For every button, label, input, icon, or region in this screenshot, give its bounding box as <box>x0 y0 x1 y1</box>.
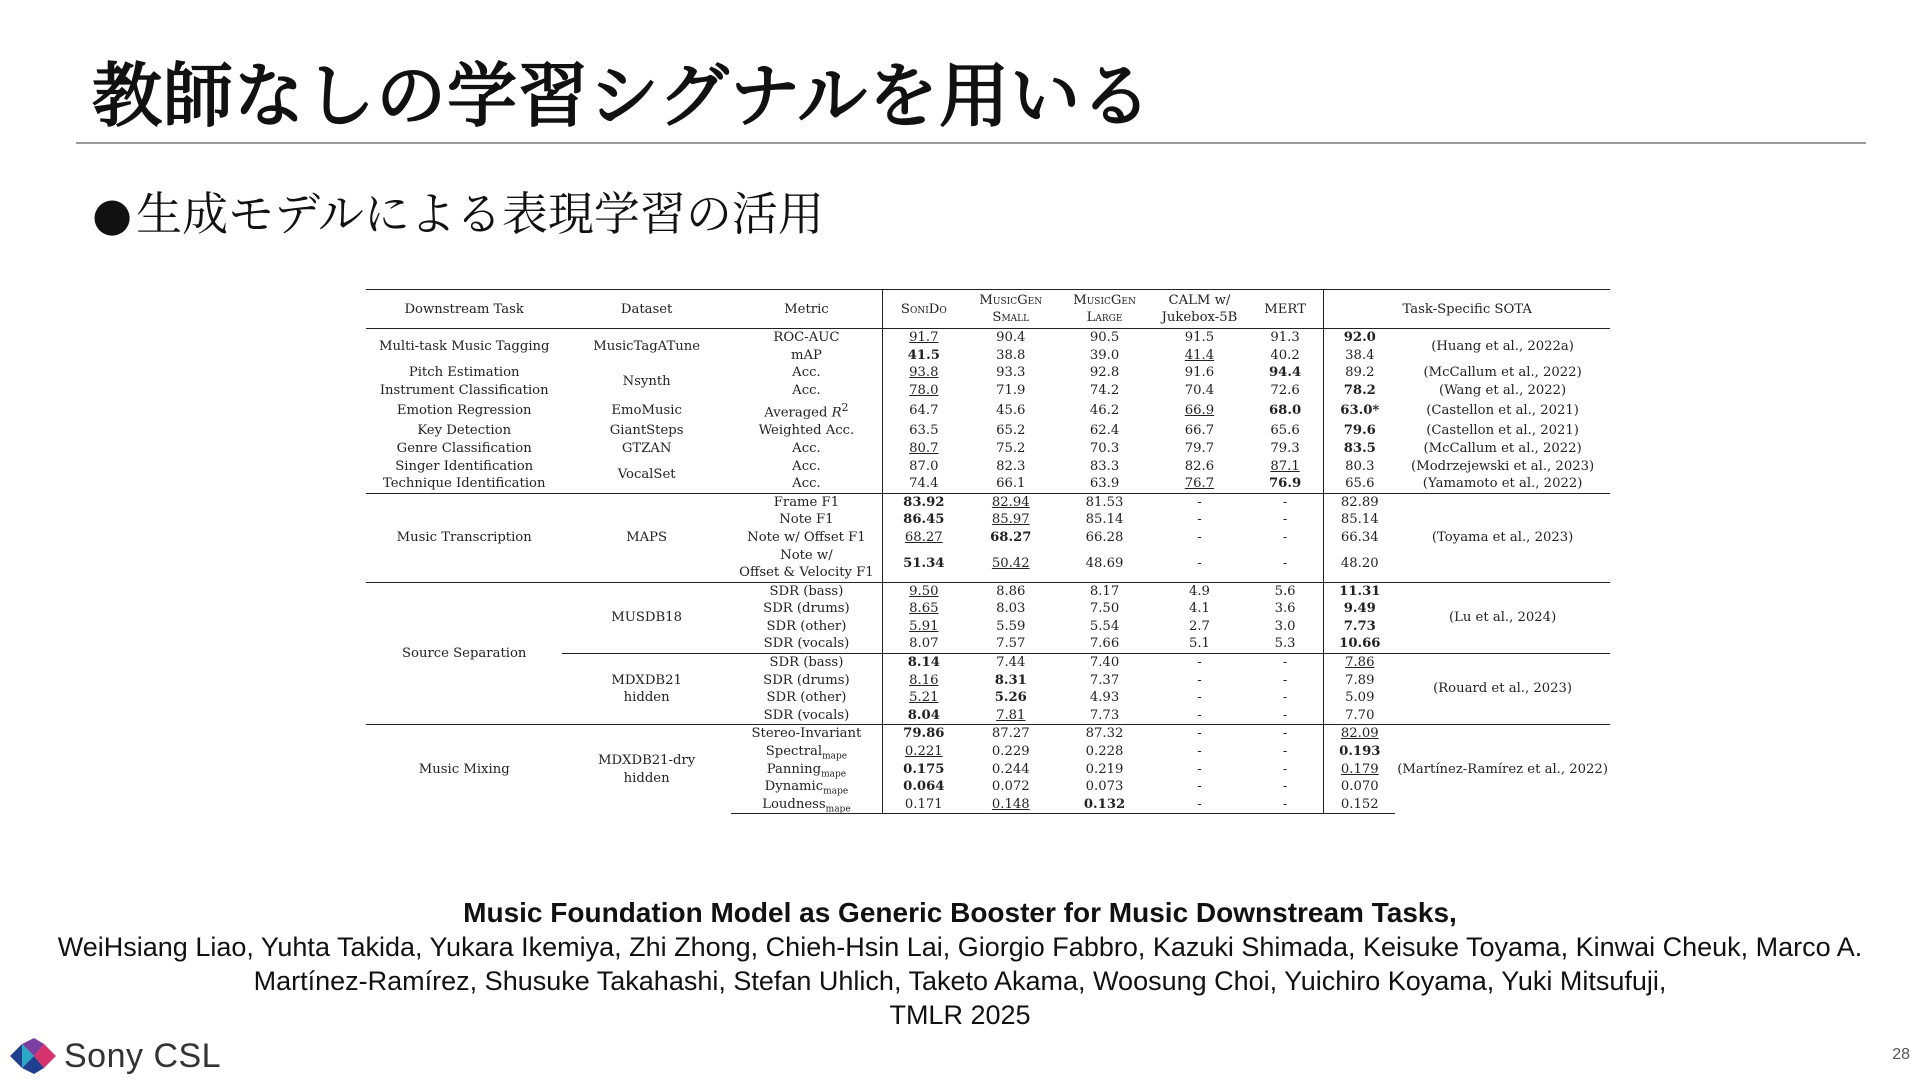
table-row: Technique Identification Acc. 74.4 66.1 63.9 76.7 76.9 65.6 (Yamamoto et al., 2022) <box>366 475 1610 493</box>
table-row: Genre Classification GTZAN Acc. 80.7 75.2 70.3 79.7 79.3 83.5 (McCallum et al., 2022) <box>396 440 1582 456</box>
table-row: Music Transcription MAPS Frame F1 83.92 82.94 81.53 - - 82.89 (Toyama et al., 2023) <box>366 493 1610 511</box>
table-row: SDR (drums) 8.65 8.03 7.50 4.1 3.6 9.49 <box>366 600 1610 618</box>
logo-text: Sony CSL <box>64 1036 222 1075</box>
paper-title: Music Foundation Model as Generic Booster for Music Downstream Tasks, <box>463 897 1457 928</box>
paper-authors: WeiHsiang Liao, Yuhta Takida, Yukara Ikemiya, Zhi Zhong, Chieh-Hsin Lai, Giorgio Fabbro, Kazuki Shimada, Keisuke Toyama, Kinwai Cheuk, Marco A. Martínez-Ramírez, Shusuke Takahashi, Stefan Uhlich, Taketo Akama, Woosung Choi, Yuichiro Koyama, Yuki Mitsufuji, <box>57 932 1863 996</box>
table-row: SDR (other) 5.21 5.26 4.93 - - 5.09 <box>366 689 1610 707</box>
table-row: Note w/ Offset F1 68.27 68.27 66.28 - - 66.34 <box>366 529 1610 547</box>
table-row: Instrument Classification Acc. 78.0 71.9 74.2 70.4 72.6 78.2 (Wang et al., 2022) <box>379 382 1567 398</box>
header-mert: MERT <box>1247 290 1324 329</box>
results-table-figure <box>366 289 1610 814</box>
table-row: Key Detection GiantSteps Weighted Acc. 63.5 65.2 62.4 66.7 65.6 79.6 (Castellon et al., 2021) <box>417 423 1579 439</box>
table-row: Multi-task Music Tagging MusicTagATune ROC-AUC 91.7 90.4 90.5 91.5 91.3 92.0 (Huang et al., 2022a) <box>378 330 1574 354</box>
table-row: Dynamic$_{mape}$ 0.064 0.072 0.073 - - 0.070 <box>366 778 1610 796</box>
header-calm: CALM w/ Jukebox-5B <box>1152 290 1247 329</box>
header-sonido: SoniDo <box>883 290 965 329</box>
table-row: Panning$_{mape}$ 0.175 0.244 0.219 - - 0.179 <box>366 761 1610 779</box>
header-sota: Task-Specific SOTA <box>1324 290 1610 329</box>
table-row: Source Separation MUSDB18 SDR (bass) 9.50 8.86 8.17 4.9 5.6 11.31 (Lu et al., 2024) <box>366 582 1610 600</box>
table-row: Spectral$_{mape}$ 0.221 0.229 0.228 - - 0.193 <box>366 743 1610 761</box>
table-row: SDR (other) 5.91 5.59 5.54 2.7 3.0 7.73 <box>366 618 1610 636</box>
bullet-text: 生成モデルによる表現学習の活用 <box>136 187 824 241</box>
table-row: Pitch Estimation Nsynth Acc. 93.8 93.3 92.8 91.6 94.4 89.2 (McCallum et al., 2022) <box>408 365 1582 389</box>
header-dataset: Dataset <box>562 290 730 329</box>
table-row: Note F1 86.45 85.97 85.14 - - 85.14 <box>366 511 1610 529</box>
table-row: Singer Identification VocalSet Acc. 87.0 82.3 83.3 82.6 87.1 80.3 (Modrzejewski et al., 2023) <box>395 458 1595 483</box>
results-table <box>366 289 1610 814</box>
table-row: Music Mixing MDXDB21-dry hidden Stereo-Invariant 79.86 87.27 87.32 - - 82.09 (Martínez-Ramírez et al., 2022) <box>366 725 1610 743</box>
paper-citation <box>30 896 1890 1032</box>
table-row: SDR (drums) 8.16 8.31 7.37 - - 7.89 <box>366 672 1610 690</box>
header-musicgen-small: MusicGen Small <box>965 290 1057 329</box>
table-row: Loudness$_{mape}$ 0.171 0.148 0.132 - - 0.152 <box>366 796 1610 814</box>
table-row: MDXDB21 hidden SDR (bass) 8.14 7.44 7.40 - - 7.86 (Rouard et al., 2023) <box>366 654 1610 672</box>
table-row: Emotion Regression EmoMusic Averaged $R^2$ 64.7 45.6 46.2 66.9 68.0 63.0* (Castellon et al., 2021) <box>396 401 1579 421</box>
header-metric: Metric <box>731 290 883 329</box>
table-row: SDR (vocals) 8.04 7.81 7.73 - - 7.70 <box>366 707 1610 725</box>
table-row: mAP 41.5 38.8 39.0 41.4 40.2 38.4 <box>366 347 1610 365</box>
table-row: Note w/ Offset & Velocity F1 51.34 50.42 48.69 - - 48.20 <box>366 547 1610 583</box>
title-divider <box>76 142 1866 144</box>
bullet-point <box>92 178 824 244</box>
table-row: SDR (vocals) 8.07 7.57 7.66 5.1 5.3 10.66 <box>366 635 1610 653</box>
header-musicgen-large: MusicGen Large <box>1057 290 1152 329</box>
table-header-row <box>366 290 1610 329</box>
header-task: Downstream Task <box>366 290 562 329</box>
page-number: 28 <box>1892 1046 1910 1063</box>
sony-csl-logo-icon <box>10 1038 56 1074</box>
bullet-dot-icon: ● <box>92 187 133 241</box>
slide-title: 教師なしの学習シグナルを用いる <box>92 55 1153 137</box>
paper-venue: TMLR 2025 <box>889 1000 1031 1030</box>
sony-csl-logo <box>10 1038 221 1074</box>
